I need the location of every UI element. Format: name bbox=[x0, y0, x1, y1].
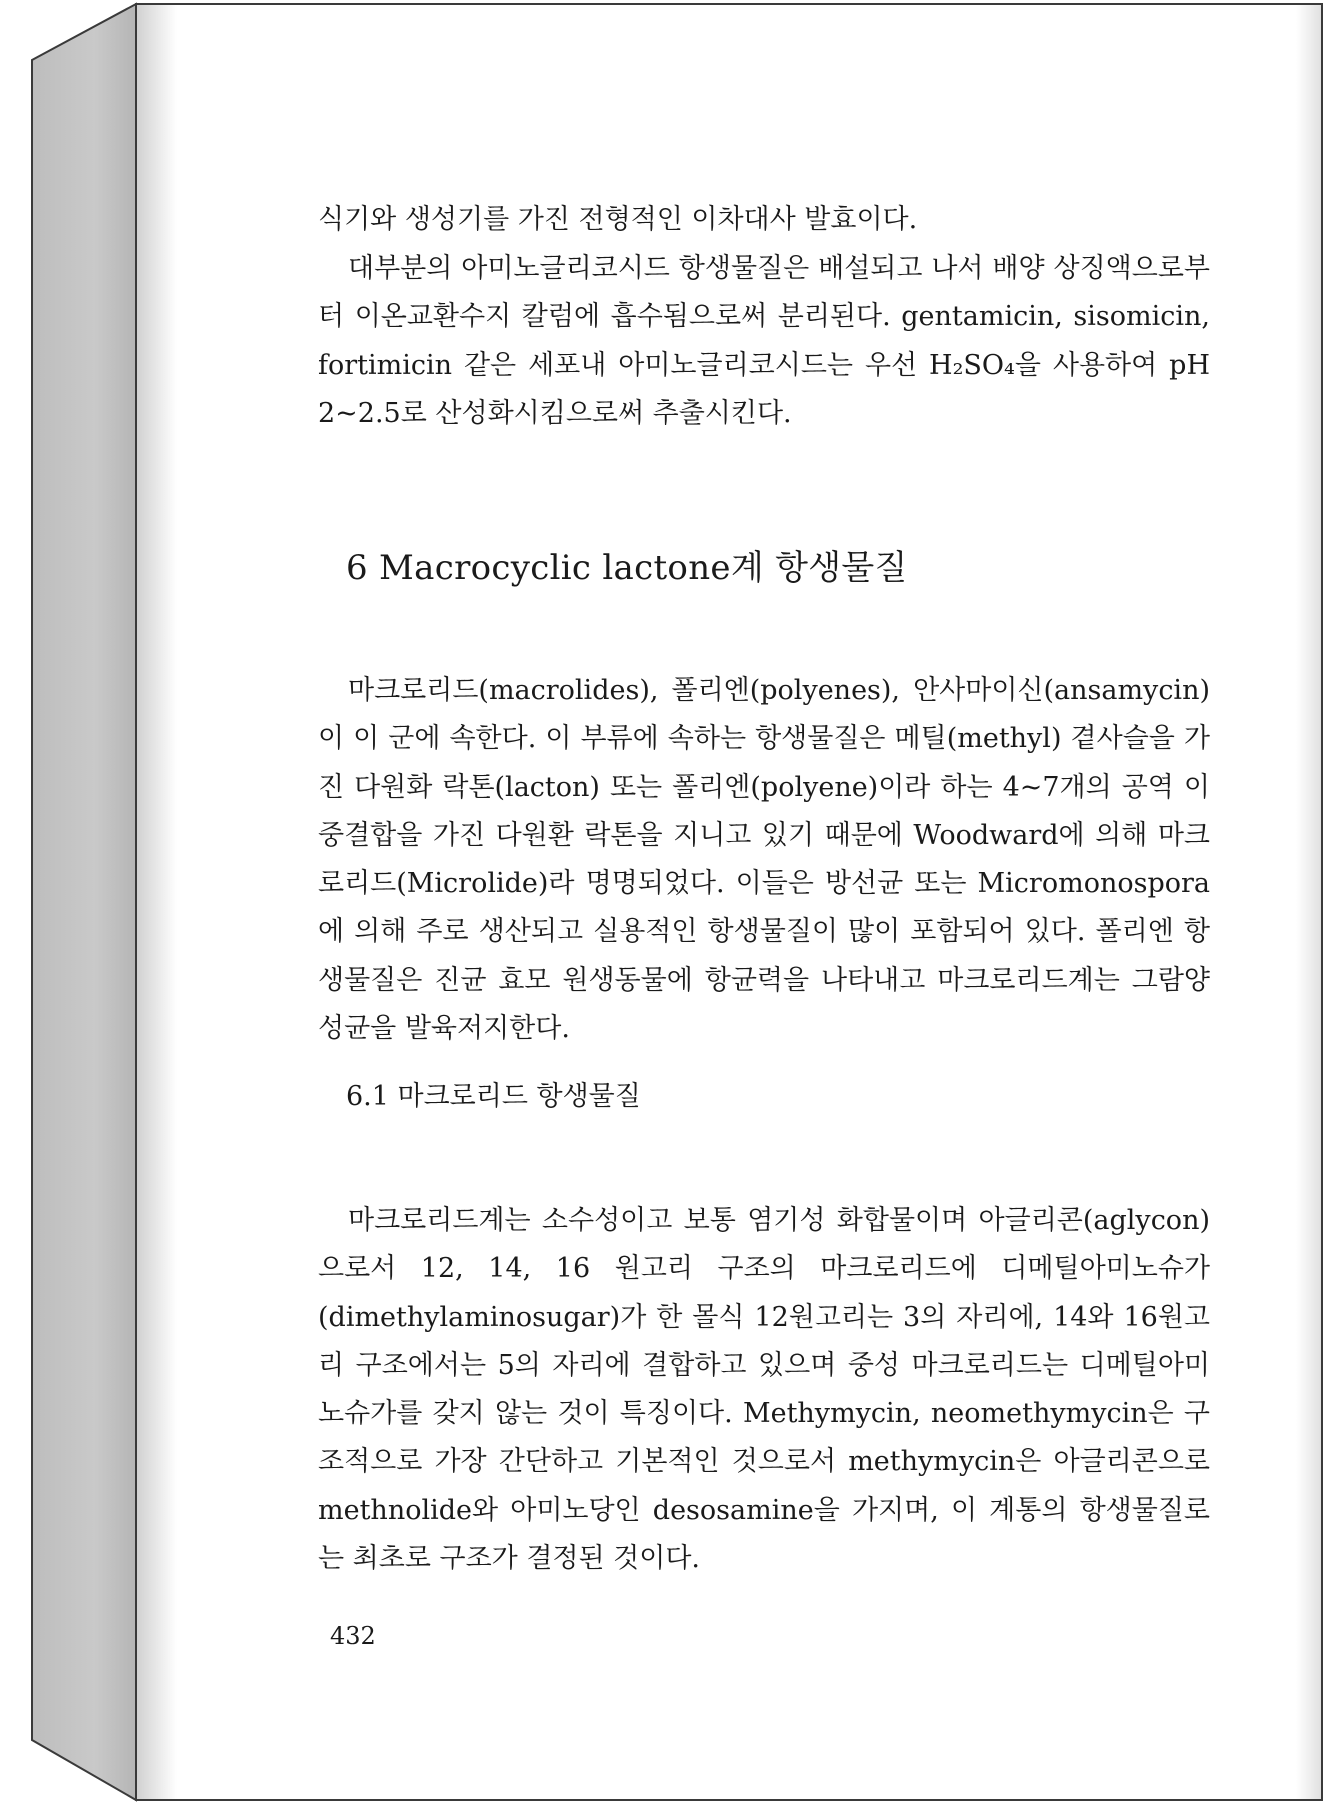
macrolide-intro-block bbox=[318, 640, 1210, 1080]
macrolide-detail-block bbox=[318, 1170, 1210, 1610]
subsection-heading: 6.1 마크로리드 항생물질 bbox=[346, 1081, 641, 1112]
opening-block bbox=[318, 196, 1210, 439]
opening-line: 식기와 생성기를 가진 전형적인 이차대사 발효이다. bbox=[318, 204, 918, 235]
paragraph-macrocyclic: 마크로리드(macrolides), 폴리엔(polyenes), 안사마이신(ansamycin)이 이 군에 속한다. 이 부류에 속하는 항생물질은 메틸(methyl) 곁사슬을 가진 다원화 락톤(lacton) 또는 폴리엔(polyene)이라 하는 4~7개의 공역 이중결합을 가진 다원환 락톤을 지니고 있기 때문에 Woodward에 의해 마크로리드(Microlide)라 명명되었다. 이들은 방선균 또는 Micromonospora에 의해 주로 생산되고 실용적인 항생물질이 많이 포함되어 있다. 폴리엔 항생물질은 진균 효모 원생동물에 항균력을 나타내고 마크로리드계는 그람양성균을 발육저지한다. bbox=[318, 675, 1210, 1045]
section-heading: 6 Macrocyclic lactone계 항생물질 bbox=[346, 548, 908, 588]
paragraph-macrolide-structure: 마크로리드계는 소수성이고 보통 염기성 화합물이며 아글리콘(aglycon)으로서 12, 14, 16 원고리 구조의 마크로리드에 디메틸아미노슈가(dimethylaminosugar)가 한 몰식 12원고리는 3의 자리에, 14와 16원고리 구조에서는 5의 자리에 결합하고 있으며 중성 마크로리드는 디메틸아미노슈가를 갖지 않는 것이 특징이다. Methymycin, neomethymycin은 구조적으로 가장 간단하고 기본적인 것으로서 methymycin은 아글리콘으로 methnolide와 아미노당인 desosamine을 가지며, 이 계통의 항생물질로는 최초로 구조가 결정된 것이다. bbox=[318, 1205, 1210, 1575]
paragraph-aminoglycoside: 대부분의 아미노글리코시드 항생물질은 배설되고 나서 배양 상징액으로부터 이온교환수지 칼럼에 흡수됨으로써 분리된다. gentamicin, sisomicin, fortimicin 같은 세포내 아미노글리코시드는 우선 H₂SO₄을 사용하여 pH 2~2.5로 산성화시킴으로써 추출시킨다. bbox=[318, 252, 1210, 429]
page-number: 432 bbox=[330, 1622, 376, 1650]
